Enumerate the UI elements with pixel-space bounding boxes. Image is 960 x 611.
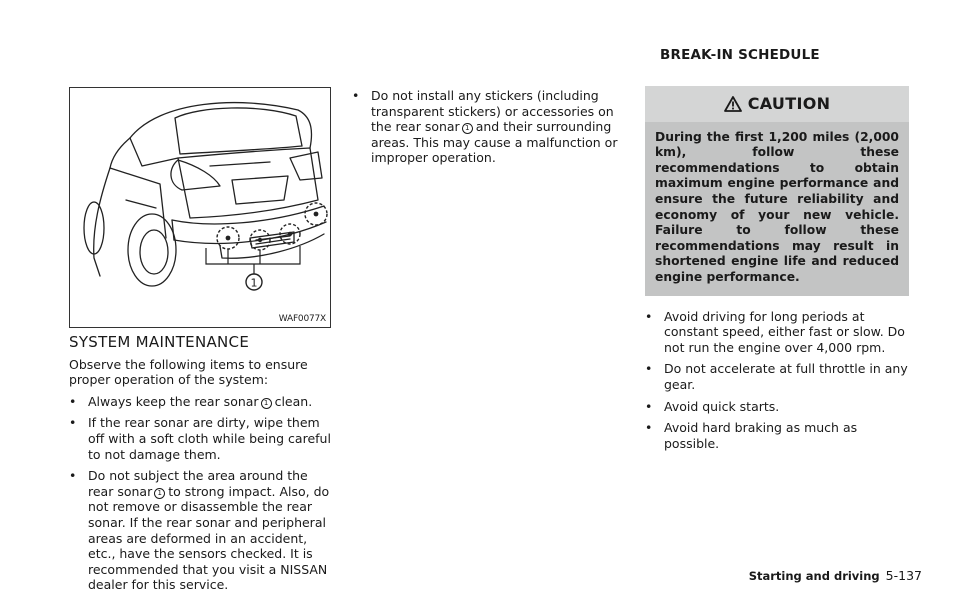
list-item: • Do not install any stickers (including transparent stickers) or accessories on the rear sonar 1 and their surrounding areas. This may cause a malfunction or improper operation. xyxy=(352,88,618,166)
ref-marker: 1 xyxy=(261,398,272,409)
list-item: • Do not subject the area around the rear sonar 1 to strong impact. Also, do not remove or disassemble the rear sonar. If the rear sonar and peripheral areas are deformed in an accident, etc., have the sensors checked. It is recommended that you visit a NISSAN dealer for this service. xyxy=(69,468,330,593)
caution-text: During the first 1,200 miles (2,000 km), follow these recommendations to obtain maximum engine performance and ensure the future reliability and economy of your new vehicle. Failure to follow these recommendations may result in shortened engine life and reduced engine performance. xyxy=(645,122,909,296)
caution-label: CAUTION xyxy=(747,93,831,113)
break-in-list xyxy=(645,309,909,452)
maintenance-list-continued xyxy=(352,88,628,166)
caution-box xyxy=(645,86,909,296)
rear-sonar-illustration xyxy=(69,87,331,328)
system-maintenance-continued xyxy=(352,88,628,172)
page-footer xyxy=(749,568,922,583)
bullet-glyph: • xyxy=(645,361,653,377)
ref-marker: 1 xyxy=(154,488,165,499)
warning-icon xyxy=(724,96,742,112)
bullet-glyph: • xyxy=(645,398,653,414)
bullet-glyph: • xyxy=(69,393,77,409)
bullet-glyph: • xyxy=(645,308,653,324)
page-number: 5-137 xyxy=(885,568,922,583)
ref-marker: 1 xyxy=(462,123,473,134)
section-title: SYSTEM MAINTENANCE xyxy=(69,333,250,351)
list-item: • Avoid driving for long periods at constant speed, either fast or slow. Do not run the engine over 4,000 rpm. xyxy=(645,308,905,355)
list-item: • Avoid quick starts. xyxy=(645,398,780,414)
system-maintenance-section xyxy=(69,335,336,599)
callout-number: 1 xyxy=(250,276,258,290)
list-item: • Do not accelerate at full throttle in any gear. xyxy=(645,361,908,392)
bullet-glyph: • xyxy=(352,88,360,103)
list-item: • Always keep the rear sonar 1 clean. xyxy=(69,393,313,409)
bullet-glyph: • xyxy=(645,420,653,436)
bullet-glyph: • xyxy=(69,415,77,431)
break-in-section xyxy=(645,48,909,457)
section-title: BREAK-IN SCHEDULE xyxy=(660,47,820,63)
maintenance-list xyxy=(69,394,336,593)
intro-paragraph: Observe the following items to ensure proper operation of the system: xyxy=(69,356,308,388)
list-item: • If the rear sonar are dirty, wipe them off with a soft cloth while being careful to not damage them. xyxy=(69,415,331,462)
figure-code: WAF0077X xyxy=(278,314,326,324)
callout-marker xyxy=(70,88,330,327)
bullet-glyph: • xyxy=(69,468,77,484)
list-item: • Avoid hard braking as much as possible. xyxy=(645,420,858,451)
caution-header xyxy=(645,86,909,122)
footer-section-name: Starting and driving xyxy=(748,569,880,583)
